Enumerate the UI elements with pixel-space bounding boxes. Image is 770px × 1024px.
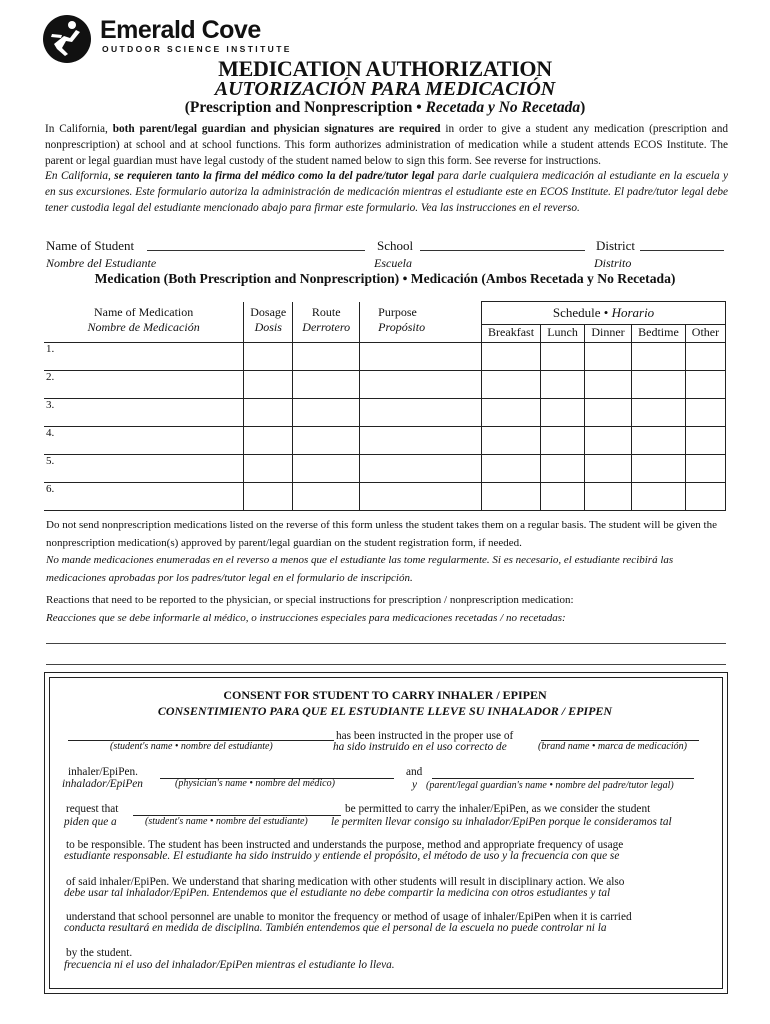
consent-p2-es: debe usar tal inhalador/EpiPen. Entendemos que el estudiante no debe compartir la medicina con otros estudiantes y tal xyxy=(64,887,611,899)
row-number: 3. xyxy=(44,399,244,427)
medication-cell[interactable] xyxy=(360,427,482,455)
medication-heading: Medication (Both Prescription and Nonprescription) • Medicación (Ambos Recetada y No Recetada) xyxy=(94,271,676,286)
medication-cell[interactable] xyxy=(585,343,632,371)
medication-row xyxy=(44,483,726,511)
medication-cell[interactable] xyxy=(482,427,541,455)
col-header-schedule: Schedule • Horario xyxy=(482,302,726,325)
district-field[interactable] xyxy=(640,250,724,251)
row-number: 5. xyxy=(44,455,244,483)
medication-cell[interactable] xyxy=(685,483,725,511)
consent-p3-es: conducta resultará en medida de disciplina. También entendemos que el personal de la escuela no puede controlar ni la xyxy=(64,922,607,934)
student-name-label: Name of Student xyxy=(46,238,135,253)
col-bedtime: Bedtime xyxy=(631,325,685,343)
medication-cell[interactable] xyxy=(631,343,685,371)
consent-y: y xyxy=(412,779,418,791)
medication-cell[interactable] xyxy=(585,483,632,511)
hint-physician-name: (physician's name • nombre del médico) xyxy=(175,778,335,789)
medication-cell[interactable] xyxy=(631,455,685,483)
medication-cell[interactable] xyxy=(541,483,585,511)
col-breakfast: Breakfast xyxy=(482,325,541,343)
medication-cell[interactable] xyxy=(293,371,360,399)
district-label: District xyxy=(596,238,635,253)
row-number: 2. xyxy=(44,371,244,399)
col-header-name: Name of Medication Nombre de Medicación xyxy=(44,302,244,343)
medication-cell[interactable] xyxy=(685,343,725,371)
subtitle-en: (Prescription and Nonprescription • xyxy=(184,99,422,116)
col-header-route: Route Derrotero xyxy=(293,302,360,343)
medication-cell[interactable] xyxy=(631,483,685,511)
medication-cell[interactable] xyxy=(360,371,482,399)
note-es: No mande medicaciones enumeradas en el reverso a menos que el estudiante las tome regularmente. Si es necesario, el estudiante recibirá las medicaciones aprobadas por los padres/tutor legal en el formulario de inscripción. xyxy=(46,554,674,584)
medication-cell[interactable] xyxy=(631,399,685,427)
consent-l3b-en: be permitted to carry the inhaler/EpiPen, as we consider the student xyxy=(345,803,651,815)
medication-cell[interactable] xyxy=(631,427,685,455)
medication-cell[interactable] xyxy=(482,343,541,371)
reactions-line-1[interactable] xyxy=(46,643,726,644)
hint-student-name-2: (student's name • nombre del estudiante) xyxy=(145,816,308,827)
intro-es-a: En California, xyxy=(45,170,111,183)
medication-cell[interactable] xyxy=(541,455,585,483)
consent-title-es: CONSENTIMIENTO PARA QUE EL ESTUDIANTE LLEVE SU INHALADOR / EPIPEN xyxy=(157,704,613,718)
medication-cell[interactable] xyxy=(293,455,360,483)
medication-cell[interactable] xyxy=(244,399,293,427)
medication-cell[interactable] xyxy=(244,483,293,511)
consent-p4-en: by the student. xyxy=(66,947,133,959)
medication-cell[interactable] xyxy=(585,427,632,455)
medication-cell[interactable] xyxy=(631,371,685,399)
hint-student-name: (student's name • nombre del estudiante) xyxy=(110,741,273,752)
medication-row xyxy=(44,399,726,427)
consent-p3-en: understand that school personnel are unable to monitor the frequency or method of usage of inhaler/EpiPen when it is carried xyxy=(66,911,632,923)
school-label-es: Escuela xyxy=(374,256,412,270)
consent-l3b-es: le permiten llevar consigo su inhalador/EpiPen porque le consideramos tal xyxy=(331,816,672,828)
medication-cell[interactable] xyxy=(244,371,293,399)
hint-brand-name: (brand name • marca de medicación) xyxy=(538,741,687,752)
subtitle-es: Recetada y No Recetada xyxy=(425,99,581,116)
medication-row xyxy=(44,371,726,399)
col-header-purpose: Purpose Propósito xyxy=(360,302,482,343)
brand-subtitle: OUTDOOR SCIENCE INSTITUTE xyxy=(102,44,292,54)
note-en: Do not send nonprescription medications listed on the reverse of this form unless the student takes them on a regular basis. The student will be given the nonprescription medication(s) approved by parent/legal guardian on the student registration form, if needed. xyxy=(46,519,717,549)
medication-cell[interactable] xyxy=(541,343,585,371)
medication-cell[interactable] xyxy=(293,399,360,427)
hint-parent-name: (parent/legal guardian's name • nombre del padre/tutor legal) xyxy=(426,780,674,791)
nonprescription-note xyxy=(46,517,730,587)
medication-cell[interactable] xyxy=(360,455,482,483)
medication-cell[interactable] xyxy=(685,427,725,455)
consent-p1-en: to be responsible. The student has been instructed and understands the purpose, method and appropriate frequency of usage xyxy=(66,839,624,851)
reactions-es: Reacciones que se debe informarle al médico, o instrucciones especiales para medicaciones recetadas / no recetadas: xyxy=(46,611,566,624)
reactions-en: Reactions that need to be reported to the physician, or special instructions for prescription / nonprescription medication: xyxy=(46,594,574,606)
medication-cell[interactable] xyxy=(360,399,482,427)
medication-cell[interactable] xyxy=(244,343,293,371)
intro-paragraph xyxy=(45,122,728,217)
col-other: Other xyxy=(685,325,725,343)
reactions-note xyxy=(46,592,730,627)
medication-cell[interactable] xyxy=(293,427,360,455)
student-name-field[interactable] xyxy=(147,250,365,251)
row-number: 1. xyxy=(44,343,244,371)
medication-cell[interactable] xyxy=(685,371,725,399)
consent-l1-en: has been instructed in the proper use of xyxy=(336,730,514,742)
medication-cell[interactable] xyxy=(244,455,293,483)
medication-row xyxy=(44,455,726,483)
medication-cell[interactable] xyxy=(585,455,632,483)
consent-l3-en: request that xyxy=(66,803,119,815)
intro-en-bold: both parent/legal guardian and physician signatures are required xyxy=(112,123,441,135)
consent-l2-en: inhaler/EpiPen. xyxy=(68,766,138,778)
school-field[interactable] xyxy=(420,250,585,251)
consent-l3-es: piden que a xyxy=(64,816,117,828)
medication-row xyxy=(44,427,726,455)
intro-en-a: In California, xyxy=(45,123,108,135)
medication-cell[interactable] xyxy=(541,399,585,427)
consent-l1-es: ha sido instruido en el uso correcto de xyxy=(333,741,507,753)
medication-cell[interactable] xyxy=(585,399,632,427)
consent-l2-es: inhalador/EpiPen xyxy=(62,778,143,790)
consent-and: and xyxy=(406,766,423,778)
medication-cell[interactable] xyxy=(360,343,482,371)
title-spanish: AUTORIZACIÓN PARA MEDICACIÓN xyxy=(214,78,556,100)
medication-cell[interactable] xyxy=(482,399,541,427)
medication-cell[interactable] xyxy=(541,371,585,399)
title-subtitle xyxy=(0,99,770,117)
consent-p2-en: of said inhaler/EpiPen. We understand that sharing medication with other students will result in disciplinary action. We also xyxy=(66,876,625,888)
consent-title-en: CONSENT FOR STUDENT TO CARRY INHALER / EPIPEN xyxy=(223,688,547,702)
intro-es-c: para darle cualquiera medicación al estudiante en la escuela y en sus excursiones. Este formulario autoriza la administración de medicación mientras el estudiante este en ECOS Institute. El padre/tutor legal debe tener custodia legal del estudiante mencionado abajo para firmar este formulario. Vea las instrucciones en el reverso. xyxy=(45,170,729,214)
consent-p1-es: estudiante responsable. El estudiante ha sido instruido y entiende el propósito, el método de uso y la frecuencia con que se xyxy=(64,850,620,862)
row-number: 6. xyxy=(44,483,244,511)
medication-cell[interactable] xyxy=(685,399,725,427)
intro-es-bold: se requieren tanto la firma del médico como la del padre/tutor legal xyxy=(114,170,435,183)
consent-p4-es: frecuencia ni el uso del inhalador/EpiPen mientras el estudiante lo lleva. xyxy=(64,959,395,971)
medication-table xyxy=(44,301,726,511)
medication-cell[interactable] xyxy=(482,483,541,511)
col-dinner: Dinner xyxy=(585,325,632,343)
medication-cell[interactable] xyxy=(585,371,632,399)
intro-en-c: in order to give a student any medication (prescription and nonprescription) at school and at school functions. This form authorizes administration of medication while a student attends ECOS Institute. The parent or legal guardian must have legal custody of the student named below to sign this form. See reverse for instructions. xyxy=(45,123,728,167)
medication-cell[interactable] xyxy=(482,371,541,399)
title-english: MEDICATION AUTHORIZATION xyxy=(218,56,552,81)
col-lunch: Lunch xyxy=(541,325,585,343)
medication-cell[interactable] xyxy=(244,427,293,455)
medication-cell[interactable] xyxy=(360,483,482,511)
brand-name: Emerald Cove xyxy=(100,16,261,44)
medication-cell[interactable] xyxy=(541,427,585,455)
row-number: 4. xyxy=(44,427,244,455)
parent-name-field[interactable] xyxy=(432,778,694,779)
medication-row xyxy=(44,343,726,371)
consent-box xyxy=(44,672,728,994)
medication-cell[interactable] xyxy=(293,483,360,511)
reactions-line-2[interactable] xyxy=(46,664,726,665)
subtitle-close: ) xyxy=(580,99,586,116)
school-label: School xyxy=(377,238,414,253)
medication-cell[interactable] xyxy=(685,455,725,483)
district-label-es: Distrito xyxy=(594,256,632,270)
medication-cell[interactable] xyxy=(293,343,360,371)
student-name-label-es: Nombre del Estudiante xyxy=(46,256,157,270)
medication-cell[interactable] xyxy=(482,455,541,483)
col-header-dosage: Dosage Dosis xyxy=(244,302,293,343)
